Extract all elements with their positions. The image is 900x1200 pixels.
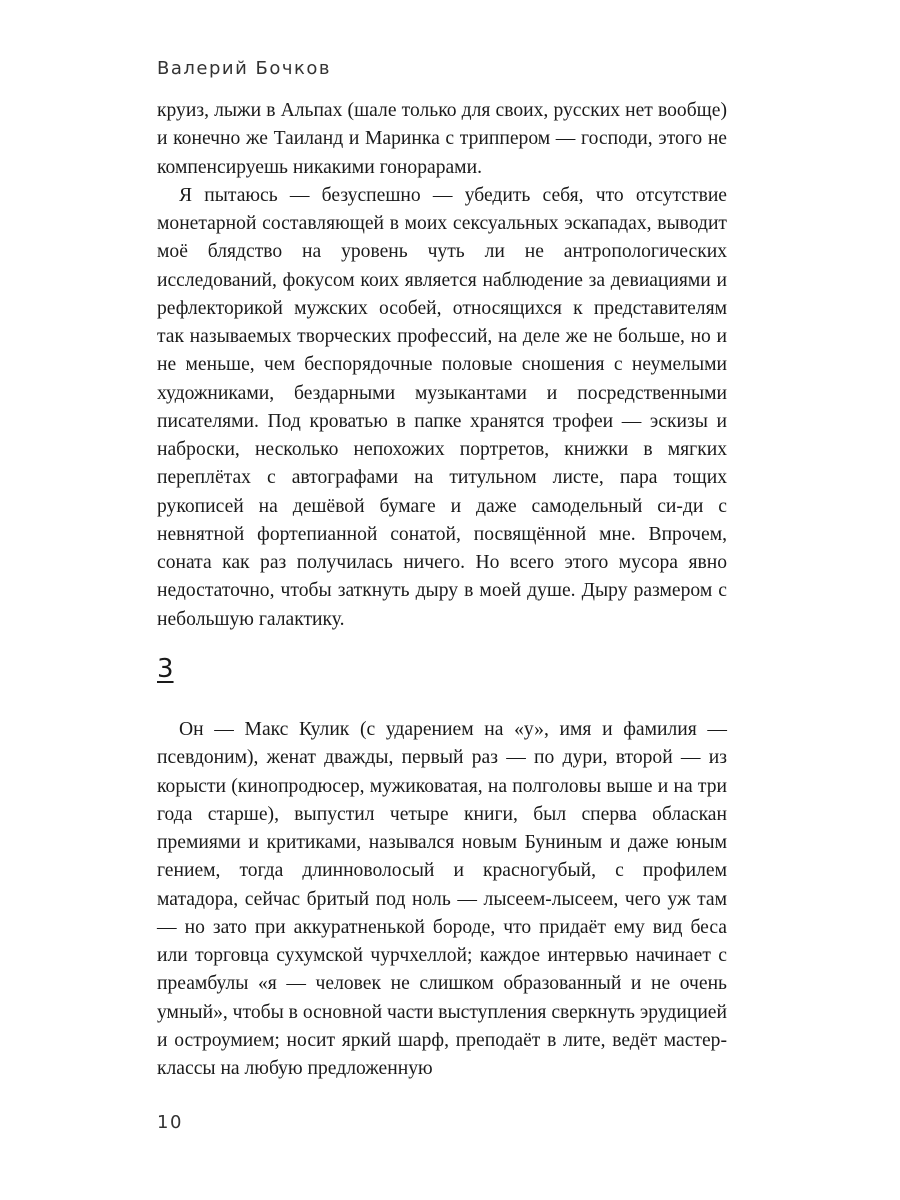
paragraph: Он — Макс Кулик (с ударением на «у», имя и фамилия — псевдоним), женат дважды, первый раз — по дури, второй — из корысти (кинопродюсер, мужиковатая, на полголовы выше и на три года старше), выпустил четыре книги, был сперва обласкан премиями и критиками, назывался новым Буниным и даже юным гением, тогда длинноволосый и красногубый, с профилем матадора, сейчас бритый под ноль — лысеем-лысеем, чего уж там — но зато при аккуратненькой бороде, что придаёт ему вид беса или торговца сухумской чурчхеллой; каждое интервью начинает с преамбулы «я — человек не слишком образованный и не очень умный», чтобы в основной части выступления сверкнуть эрудицией и остроумием; носит яркий шарф, преподаёт в лите, ведёт мастер-классы на любую предложенную [157,719,727,1079]
chapter-body-text [157,716,727,1083]
running-head-author: Валерий Бочков [157,58,331,79]
body-text-continued [157,97,727,634]
paragraph: Я пытаюсь — безуспешно — убедить себя, что отсутствие монетарной составляющей в моих сексуальных эскападах, выводит моё блядство на уровень чуть ли не антропологических исследований, фокусом коих является наблюдение за девиациями и рефлекторикой мужских особей, относящихся к представителям так называемых творческих профессий, на деле же не больше, но и не меньше, чем беспорядочные половые сношения с неумелыми художниками, бездарными музыкантами и посредственными писателями. Под кроватью в папке хранятся трофеи — эскизы и наброски, несколько непохожих портретов, книжки в мягких переплётах с автографами на титульном листе, пара тощих рукописей на дешёвой бумаге и даже самодельный си-ди с невнятной фортепианной сонатой, посвящённой мне. Впрочем, соната как раз получилась ничего. Но всего этого мусора явно недостаточно, чтобы заткнуть дыру в моей душе. Дыру размером с небольшую галактику. [157,184,727,630]
chapter-number: 3 [157,654,174,684]
page-number: 10 [157,1112,183,1133]
paragraph: круиз, лыжи в Альпах (шале только для своих, русских нет вообще) и конечно же Таиланд и Маринка с триппером — господи, этого не компенсируешь никакими гонорарами. [157,100,727,178]
